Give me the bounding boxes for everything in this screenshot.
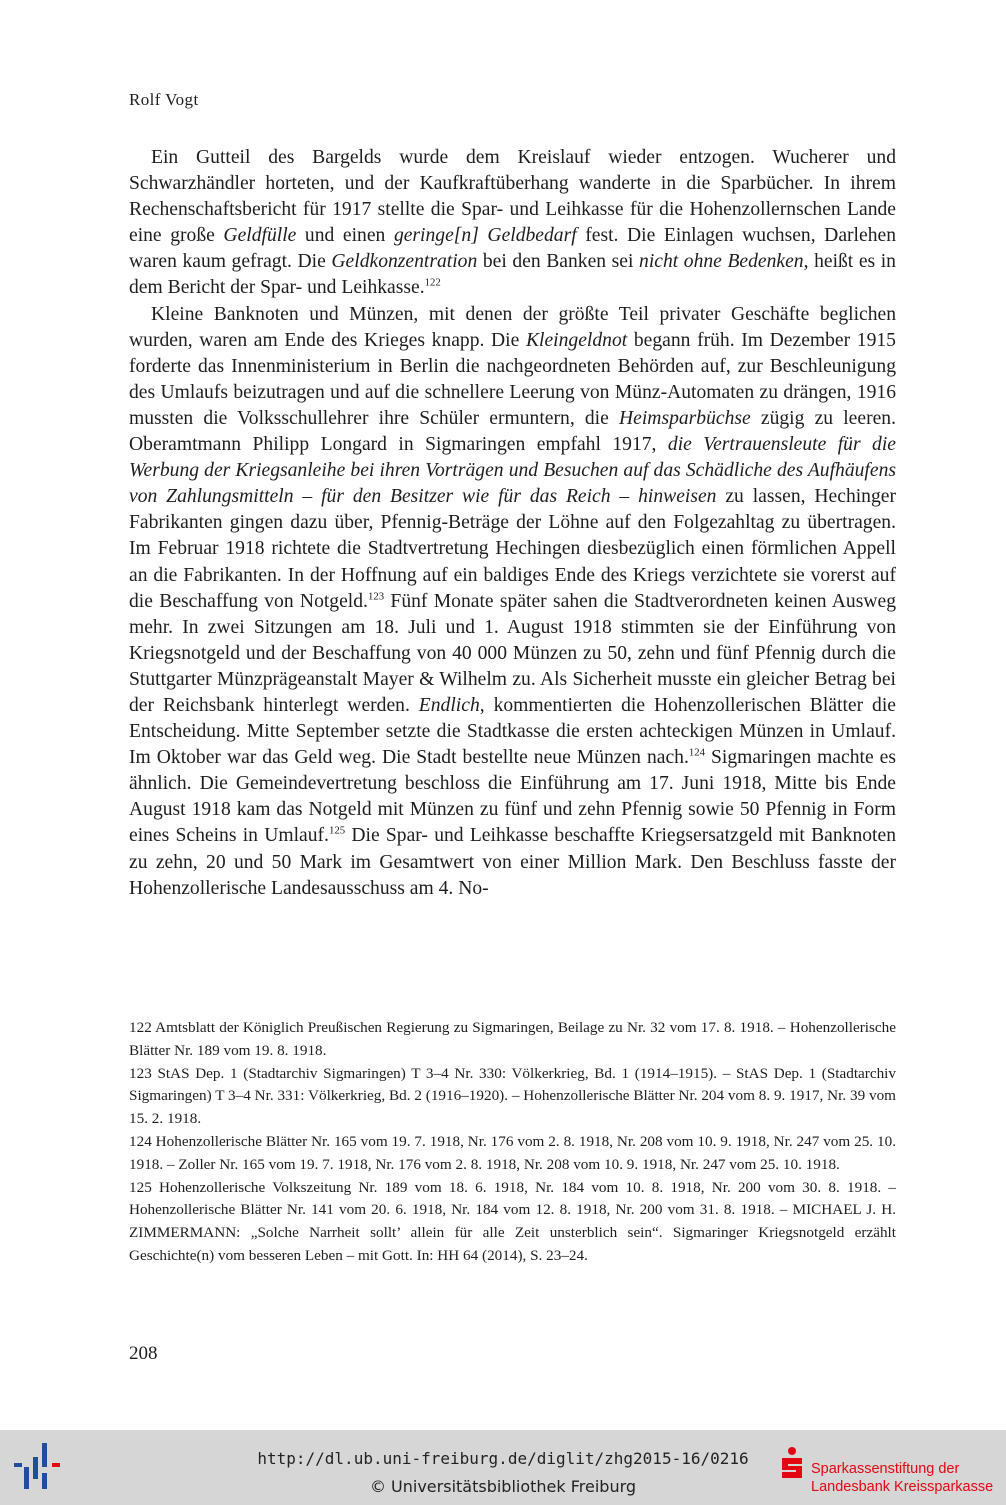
footnote-123: 123 StAS Dep. 1 (Stadtarchiv Sigmaringen) T 3–4 Nr. 330: Völkerkrieg, Bd. 1 (1914–1915). – StAS Dep. 1 (Stadtarchiv Sigmaringen) T 3–4 Nr. 331: Völkerkrieg, Bd. 2 (1916–1920). – Hohenzollerische Blätter Nr. 204 vom 8. 9. 1917, Nr. 39 vom 15. 2. 1918.	[129, 1064, 896, 1128]
footer-bar	[0, 1430, 1006, 1505]
page-number: 208	[129, 1343, 158, 1364]
sparkasse-logo-icon	[778, 1447, 806, 1481]
footnote-125: 125 Hohenzollerische Volkszeitung Nr. 189 vom 18. 6. 1918, Nr. 184 vom 10. 8. 1918, Nr. 200 vom 30. 8. 1918. – Hohenzollerische Blätter Nr. 141 vom 20. 6. 1918, Nr. 184 vom 12. 8. 1918, Nr. 200 vom 31. 8. 1918. – MICHAEL J. H. ZIMMERMANN: „Solche Narrheit sollt’ allein für alle Zeit unsterblich sein“. Sigmaringer Kriegsnotgeld erzählt Geschichte(n) vom besseren Leben – mit Gott. In: HH 64 (2014), S. 23–24.	[129, 1178, 896, 1264]
footer-url-link[interactable]: http://dl.ub.uni-freiburg.de/diglit/zhg2015-16/0216	[257, 1449, 749, 1468]
sponsor-name: Sparkassenstiftung der Landesbank Kreissparkasse	[811, 1461, 994, 1495]
paragraph-2: Kleine Banknoten und Münzen, mit denen der größte Teil privater Geschäfte beglichen wurden, waren am Ende des Krieges knapp. Die Kleingeldnot begann früh. Im Dezember 1915 forderte das Innenministerium in Berlin die nachgeordneten Behörden auf, zur Beschleunigung des Umlaufs beizutragen und auf die schnellere Leerung von Münz-Automaten zu drängen, 1916 mussten die Volksschullehrer ihre Schüler ermuntern, die Heimsparbüchse zügig zu leeren. Oberamtmann Philipp Longard in Sigmaringen empfahl 1917, die Vertrauensleute für die Werbung der Kriegsanleihe bei ihren Vorträgen und Besuchen auf das Schädliche des Aufhäufens von Zahlungsmitteln – für den Besitzer wie für das Reich – hinweisen zu lassen, Hechinger Fabrikanten gingen dazu über, Pfennig-Beträge der Löhne auf den Folgezahltag zu übertragen. Im Februar 1918 richtete die Stadtvertretung Hechingen diesbezüglich einen förmlichen Appell an die Fabrikanten. In der Hoffnung auf ein baldiges Ende des Kriegs verzichtete sie vorerst auf die Beschaffung von Notgeld.$^{123}$ Fünf Monate später sahen die Stadtverordneten keinen Ausweg mehr. In zwei Sitzungen am 18. Juli und 1. August 1918 stimmten sie der Einführung von Kriegsnotgeld und der Beschaffung von 40 000 Münzen zu 50, zehn und fünf Pfennig durch die Stuttgarter Münzprägeanstalt Mayer & Wilhelm zu. Als Sicherheit musste ein gleicher Betrag bei der Reichsbank hinterlegt werden. Endlich, kommentierten die Hohenzollerischen Blätter die Entscheidung. Mitte September setzte die Stadtkasse die ersten achteckigen Münzen in Umlauf. Im Oktober war das Geld weg. Die Stadt bestellte neue Münzen nach.$^{124}$ Sigmaringen machte es ähnlich. Die Gemeindevertretung beschloss die Einführung am 17. Juni 1918, Mitte bis Ende August 1918 kam das Notgeld mit Münzen zu fünf und zehn Pfennig sowie 50 Pfennig in Form eines Scheins in Umlauf.$^{125}$ Die Spar- und Leihkasse beschaffte Kriegsersatzgeld mit Banknoten zu zehn, 20 und 50 Mark im Gesamtwert von einer Million Mark. Den Beschluss fasste der Hohenzollerische Landesausschuss am 4. No-	[129, 303, 896, 899]
footnote-ref-124: 124	[688, 746, 705, 759]
footer-copyright: © Universitätsbibliothek Freiburg	[369, 1477, 637, 1496]
running-header-author: Rolf Vogt	[129, 90, 199, 109]
footnote-122: 122 Amtsblatt der Königlich Preußischen Regierung zu Sigmaringen, Beilage zu Nr. 32 vom 17. 8. 1918. – Hohenzollerische Blätter Nr. 189 vom 19. 8. 1918.	[129, 1019, 896, 1059]
footnote-ref-125: 125	[328, 824, 346, 837]
footnote-author: MICHAEL J. H. ZIMMERMANN	[129, 1201, 896, 1242]
footnotes	[129, 1017, 896, 1268]
footnote-ref-122: 122	[424, 276, 441, 289]
main-text	[129, 145, 896, 902]
footnote-ref-123: 123	[367, 590, 385, 603]
footnote-124: 124 Hohenzollerische Blätter Nr. 165 vom 19. 7. 1918, Nr. 176 vom 2. 8. 1918, Nr. 208 vom 10. 9. 1918, Nr. 247 vom 25. 10. 1918. – Zoller Nr. 165 vom 19. 7. 1918, Nr. 176 vom 2. 8. 1918, Nr. 208 vom 10. 9. 1918, Nr. 247 vom 25. 10. 1918.	[129, 1132, 896, 1173]
paragraph-1: Ein Gutteil des Bargelds wurde dem Kreislauf wieder entzogen. Wucherer und Schwarzhändler horteten, und der Kaufkraftüberhang wanderte in die Sparbücher. In ihrem Rechenschaftsbericht für 1917 stellte die Spar- und Leihkasse für die Hohenzollernschen Lande eine große Geldfülle und einen geringe[n] Geldbedarf fest. Die Einlagen wuchsen, Darlehen waren kaum gefragt. Die Geldkonzentration bei den Banken sei nicht ohne Bedenken, heißt es in dem Bericht der Spar- und Leihkasse.$^{122}$	[129, 147, 896, 299]
